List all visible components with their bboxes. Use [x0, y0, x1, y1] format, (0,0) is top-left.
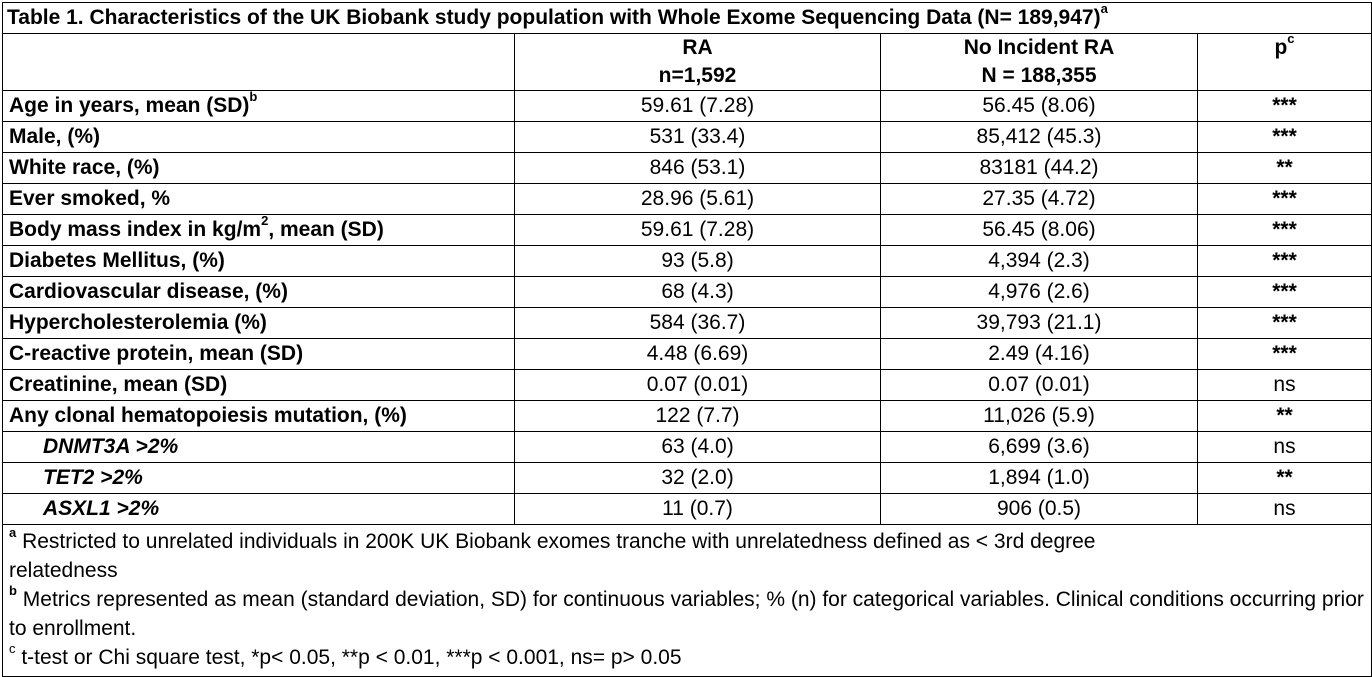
row-label: DNMT3A >2%: [3, 432, 515, 463]
header-row: [3, 34, 1372, 91]
cell-no-ra: 56.45 (8.06): [881, 91, 1198, 122]
cell-ra: 32 (2.0): [515, 463, 881, 494]
table-row: [3, 184, 1372, 215]
cell-ra: 93 (5.8): [515, 246, 881, 277]
cell-ra: 68 (4.3): [515, 277, 881, 308]
row-label: Hypercholesterolemia (%): [3, 308, 515, 339]
table-title: [3, 3, 1372, 34]
cell-ra: 59.61 (7.28): [515, 91, 881, 122]
cell-no-ra: 11,026 (5.9): [881, 401, 1198, 432]
row-label: Creatinine, mean (SD): [3, 370, 515, 401]
row-label: Cardiovascular disease, (%): [3, 277, 515, 308]
cell-ra: 28.96 (5.61): [515, 184, 881, 215]
cell-ra: 63 (4.0): [515, 432, 881, 463]
cell-p: ns: [1198, 432, 1372, 463]
header-p: [1198, 31, 1372, 91]
cell-no-ra: 4,976 (2.6): [881, 277, 1198, 308]
cell-p: **: [1198, 153, 1372, 184]
row-label-footnote-mark: b: [249, 89, 258, 104]
cell-p: ***: [1198, 339, 1372, 370]
table-row: [3, 339, 1372, 370]
table-row: [3, 463, 1372, 494]
header-p-label: p: [1274, 36, 1288, 59]
cell-no-ra: 83181 (44.2): [881, 153, 1198, 184]
row-label: Diabetes Mellitus, (%): [3, 246, 515, 277]
table-row: [3, 277, 1372, 308]
footnote-a-text: Restricted to unrelated individuals in 200K UK Biobank exomes tranche with unrelatedness defined as < 3rd degree relatedness: [9, 530, 1096, 582]
cell-no-ra: 0.07 (0.01): [881, 370, 1198, 401]
row-label: C-reactive protein, mean (SD): [3, 339, 515, 370]
row-label-text: Age in years, mean (SD): [9, 94, 250, 117]
header-ra: [515, 34, 881, 91]
footnote-c-text: t-test or Chi square test, *p< 0.05, **p < 0.01, ***p < 0.001, ns= p> 0.05: [15, 646, 682, 669]
cell-p: **: [1198, 463, 1372, 494]
cell-p: ***: [1198, 246, 1372, 277]
footnote-b: [9, 585, 1365, 643]
cell-p: ***: [1198, 122, 1372, 153]
table-row: [3, 246, 1372, 277]
cell-ra: 0.07 (0.01): [515, 370, 881, 401]
footnote-b-text: Metrics represented as mean (standard deviation, SD) for continuous variables; % (n) for categorical variables. Clinical conditions occurring prior to enrollment.: [9, 588, 1364, 640]
row-label-text: Body mass index in kg/m: [9, 218, 262, 241]
table-row: [3, 153, 1372, 184]
footnotes: [3, 525, 1372, 677]
cell-ra: 59.61 (7.28): [515, 215, 881, 246]
characteristics-table: [2, 2, 1372, 677]
table-row: [3, 308, 1372, 339]
cell-p: ***: [1198, 308, 1372, 339]
cell-p: ***: [1198, 91, 1372, 122]
row-label: [3, 91, 515, 122]
row-label: ASXL1 >2%: [3, 494, 515, 525]
row-label-superscript: 2: [261, 213, 269, 228]
table-row: [3, 91, 1372, 122]
table-row: [3, 494, 1372, 525]
cell-p: ***: [1198, 184, 1372, 215]
cell-p: ns: [1198, 370, 1372, 401]
cell-p: **: [1198, 401, 1372, 432]
table-row: [3, 432, 1372, 463]
row-label: Male, (%): [3, 122, 515, 153]
cell-ra: 4.48 (6.69): [515, 339, 881, 370]
cell-ra: 122 (7.7): [515, 401, 881, 432]
header-ra-count: n=1,592: [658, 64, 737, 87]
footnote-c: [9, 643, 1365, 672]
cell-no-ra: 2.49 (4.16): [881, 339, 1198, 370]
footnote-a: [9, 527, 1189, 585]
cell-p: ***: [1198, 215, 1372, 246]
row-label: [3, 215, 515, 246]
cell-no-ra: 906 (0.5): [881, 494, 1198, 525]
cell-p: ns: [1198, 494, 1372, 525]
cell-no-ra: 1,894 (1.0): [881, 463, 1198, 494]
cell-ra: 11 (0.7): [515, 494, 881, 525]
cell-ra: 584 (36.7): [515, 308, 881, 339]
header-no-ra-label: No Incident RA: [963, 36, 1115, 59]
table-title-footnote-mark: a: [1100, 1, 1108, 16]
footnote-a-mark: a: [9, 525, 17, 540]
header-no-ra-count: N = 188,355: [981, 64, 1097, 87]
cell-no-ra: 27.35 (4.72): [881, 184, 1198, 215]
header-ra-label: RA: [682, 36, 713, 59]
table-row: [3, 122, 1372, 153]
cell-ra: 531 (33.4): [515, 122, 881, 153]
footnote-c-mark: c: [9, 641, 16, 656]
cell-p: ***: [1198, 277, 1372, 308]
cell-no-ra: 56.45 (8.06): [881, 215, 1198, 246]
table-row: [3, 401, 1372, 432]
footnote-b-mark: b: [9, 583, 17, 598]
table-row: [3, 215, 1372, 246]
header-p-footnote-mark: c: [1287, 31, 1295, 46]
cell-no-ra: 6,699 (3.6): [881, 432, 1198, 463]
row-label: Any clonal hematopoiesis mutation, (%): [3, 401, 515, 432]
cell-no-ra: 4,394 (2.3): [881, 246, 1198, 277]
table-title-text: Table 1. Characteristics of the UK Biobank study population with Whole Exome Sequencing Data (N= 189,947): [7, 6, 1101, 29]
table-title-row: [3, 3, 1372, 34]
row-label: White race, (%): [3, 153, 515, 184]
header-no-ra: [881, 34, 1198, 91]
cell-no-ra: 39,793 (21.1): [881, 308, 1198, 339]
row-label: TET2 >2%: [3, 463, 515, 494]
header-empty-cell: [3, 34, 515, 91]
cell-no-ra: 85,412 (45.3): [881, 122, 1198, 153]
row-label-text-suffix: , mean (SD): [268, 218, 384, 241]
row-label: Ever smoked, %: [3, 184, 515, 215]
cell-ra: 846 (53.1): [515, 153, 881, 184]
table-row: [3, 370, 1372, 401]
footnotes-row: [3, 525, 1372, 677]
